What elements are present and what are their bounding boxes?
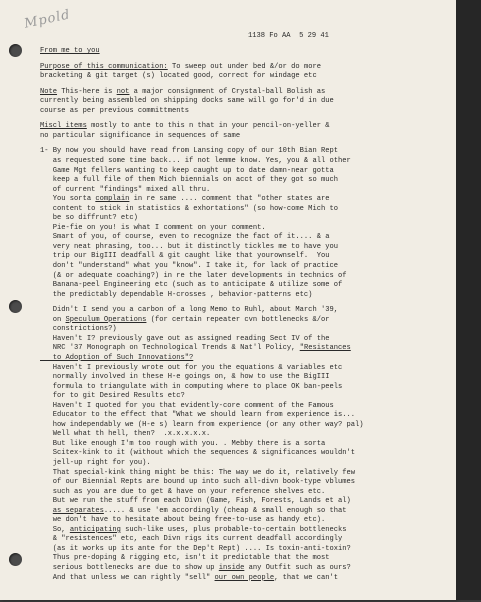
text-line: of our Biennial Repts are bound up into such all-divn book-type vblumes xyxy=(40,478,356,487)
text-line: & "resistences" etc, each Divn rigs its current deadfall accordingly xyxy=(40,535,343,544)
text-line: (as it works up its ante for the Dep't Rept) .... Is toxin-anti-toxin? xyxy=(40,544,351,553)
text-line: So, anticipating such-like uses, plus probable-to-certain bottlenecks xyxy=(40,525,347,534)
pencil-annotation: Mpold xyxy=(22,7,72,32)
text-line: keep a full file of them Mich biennials on acct of they got so much xyxy=(40,176,338,185)
text-line: constrictions?) xyxy=(40,325,117,334)
text-line: Miscl items mostly to ante to this n that in your pencil-on-yeller & xyxy=(40,122,330,131)
text-line: Note This-here is not a major consignment of Crystal-ball Bolish as xyxy=(40,87,326,96)
text-line: be so diffrunt? etc) xyxy=(40,214,138,223)
text-line: course as per previous committments xyxy=(40,106,189,115)
text-line: Didn't I send you a carbon of a long Memo to Ruhl, about March '39, xyxy=(40,306,338,315)
text-line: And that unless we can rightly "sell" our own people, that we can't xyxy=(40,573,339,582)
text-line: content to stick in statistics & exhortations" (so how-come Mich to xyxy=(40,204,338,213)
text-line: formula to triangulate with in computing where to place OK ban-peels xyxy=(40,382,343,391)
text-line: 1- By now you should have read from Lansing copy of our 10th Bian Rept xyxy=(40,147,338,156)
text-line: currently being assembled on shipping docks same will go for'd in due xyxy=(40,97,334,106)
text-line: (& or adequate coaching?) in re the later developments in technics of xyxy=(40,271,347,280)
text-line: we don't have to hesitate about being free-to-use as handy etc). xyxy=(40,516,326,525)
text-line: of current "findings" mixed all thru. xyxy=(40,185,211,194)
text-line: very neat phrasing, too... but it distinctly tickles me to have you xyxy=(40,242,338,251)
text-line: how independably we (H-e s) learn from experience (or any other way? pal) xyxy=(40,420,364,429)
text-line: Haven't I? previously gave out as assigned reading Sect IV of the xyxy=(40,334,330,343)
document-header: 1138 Fo AA 5 29 41 xyxy=(248,31,329,40)
text-line: But we run the stuff from each Divn (Game, Fish, Forests, Lands et al) xyxy=(40,497,351,506)
text-line: NRC '37 Monograph on Technological Trends & Nat'l Policy, "Resistances xyxy=(40,344,351,353)
text-line: bracketing & git target (s) located good, correct for windage etc xyxy=(40,72,317,81)
text-line: Smart of you, of course, even to recognize the fact of it.... & a xyxy=(40,233,330,242)
text-line: Educator to the effect that "What we should learn from experience is... xyxy=(40,411,356,420)
text-line: the predictably dependable H-crosses , behavior-patterns etc) xyxy=(40,290,313,299)
text-line: serious bottlenecks are due to show up inside any Outfit such as ours? xyxy=(40,563,351,572)
text-line: That special-kink thing might be this: The way we do it, relatively few xyxy=(40,468,356,477)
punch-hole xyxy=(9,300,22,313)
text-line: normally involved in these H-e goings on, & how to use the BigIII xyxy=(40,373,330,382)
text-line: Haven't I quoted for you that evidently-core comment of the Famous xyxy=(40,401,334,410)
text-line: as separates..... & use 'em accordingly (cheap & small enough so that xyxy=(52,506,347,515)
text-line: Scitex-kink to it (without which the sequences & significances wouldn't xyxy=(40,449,356,458)
background-edge xyxy=(456,0,481,600)
text-line: Banana-peel Engineering etc (such as to anticipate & utilize some of xyxy=(40,281,343,290)
punch-hole xyxy=(9,44,22,57)
typed-letter-body xyxy=(40,22,452,602)
salutation: From me to you xyxy=(40,47,100,56)
text-line: don't "understand" what you "know". I take it, for lack of practice xyxy=(40,262,338,271)
text-line: such as you are due to get & have on your reference shelves etc. xyxy=(40,487,326,496)
text-line: trip our BigIII deadfall & git caught like that yourownself. You xyxy=(40,252,330,261)
text-line: no particular significance in sequences of same xyxy=(40,131,241,140)
text-line: for to git Desired Results etc? xyxy=(40,392,185,401)
text-line: jell-up right for you). xyxy=(40,458,151,467)
text-line: But like enough I'm too rough with you. . Mebby there is a sorta xyxy=(40,439,326,448)
text-line: Thus pre-doping & rigging etc, isn't it predictable that the most xyxy=(40,554,330,563)
text-line: as requested some time back... if not lemme know. Yes, you & all other xyxy=(40,157,351,166)
text-line: on Speculum Operations (for certain repeater cvn bottlenecks &/or xyxy=(40,315,330,324)
text-line: Game Mgt fellers wanting to keep caught up to date damn-near gotta xyxy=(40,166,334,175)
text-line: Well what th hell, then? .x.x.x.x.x. xyxy=(40,430,211,439)
text-line: Purpose of this communication: To sweep out under bed &/or do more xyxy=(40,62,321,71)
text-line: Haven't I previously wrote out for you the equations & variables etc xyxy=(40,363,343,372)
text-line: to Adoption of Such Innovations"? xyxy=(40,353,194,362)
text-line: You sorta complain in re same .... comment that "other states are xyxy=(40,195,330,204)
text-line: Pie-fie on you! is what I comment on your comment. xyxy=(40,223,266,232)
punch-hole xyxy=(9,553,22,566)
